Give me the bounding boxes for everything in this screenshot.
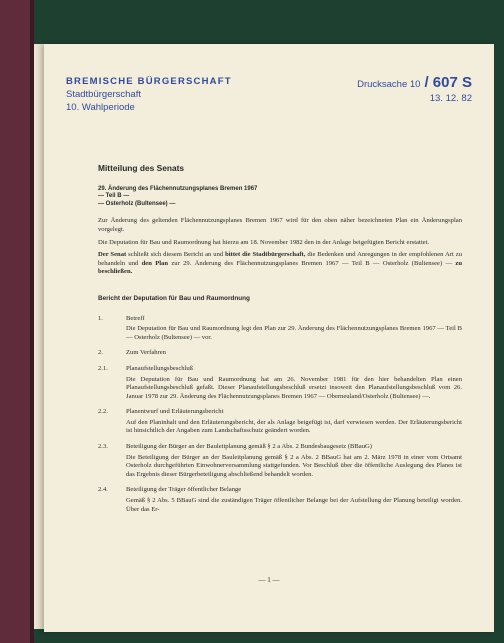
report-section (98, 349, 462, 358)
senate-request-paragraph: Der Senat schließt sich diesem Bericht an und bittet die Stadtbürgerschaft, die Bedenken und Anregungen in der empfohlenen Art zu behandeln und den Plan zur 29. Änderung des Flächennutzungsplanes Bremen 1967 — Teil B — Osterholz (Bultensee) — zu beschließen. (98, 251, 462, 276)
report-section (98, 408, 462, 436)
drucksache-label: Drucksache 10 (357, 79, 421, 90)
section-number: 2.2. (98, 408, 108, 416)
subject-line: — Osterholz (Bultensee) — (98, 200, 176, 207)
section-number: 2.1. (98, 364, 108, 372)
section-title: Planaufstellungsbeschluß (126, 364, 194, 372)
section-body: Die Deputation für Bau und Raumordnung hat am 26. November 1981 für den hier behandelten Plan einen Planaufstellungsbeschluß gefaßt. Dieser Planaufstellungsbeschluß ersetzt insoweit den Planaufstellungsbeschluß vom 26. Januar 1978 zur 29. Änderung des Flächennutzungsplanes Bremen 1967 — Oberneuland/Osterholz (Bultensee) —. (126, 375, 462, 400)
drucksache-number: / 607 S (424, 74, 472, 91)
section-number: 2.4. (98, 486, 108, 494)
intro-paragraph: Zur Änderung des geltenden Flächennutzungsplanes Bremen 1967 wird für den oben näher bezeichneten Plan ein Änderungsplan vorgelegt. (98, 217, 462, 233)
section-number: 1. (98, 314, 103, 322)
report-section (98, 486, 462, 514)
report-title: Bericht der Deputation für Bau und Raumordnung (98, 294, 250, 302)
section-body: Die Beteiligung der Bürger an der Bauleitplanung gemäß § 2 a Abs. 2 BBauG hat am 2. März 1978 in einer vom Ortsamt Osterholz durchgeführten Einwohnerversammlung stattgefunden. Vor Beschluß über die öffentliche Auslegung des Planes ist das Ergebnis dieser Bürgerbeteiligung abschließend behandelt worden. (126, 453, 462, 478)
document-body (98, 164, 462, 521)
subject-line: — Teil B — (98, 193, 130, 200)
binder-spine (0, 0, 30, 643)
section-body: Gemäß § 2 Abs. 5 BBauG sind die zuständigen Träger öffentlicher Belange bei der Aufstellung der Planung beteiligt worden. Über das Er- (126, 497, 462, 513)
document-reference (357, 74, 472, 104)
legislative-period: 10. Wahlperiode (66, 102, 135, 113)
subject-block (98, 186, 462, 209)
document-title: Mitteilung des Senats (98, 163, 185, 173)
section-title: Betreff (126, 314, 145, 322)
report-section (98, 443, 462, 479)
section-title: Planentwurf und Erläuterungsbericht (126, 408, 224, 416)
report-section (98, 365, 462, 401)
intro-paragraph: Die Deputation für Bau und Raumordnung hat hierzu am 18. November 1982 den in der Anlage beigefügten Bericht erstattet. (98, 238, 430, 246)
section-body: Die Deputation für Bau und Raumordnung legt den Plan zur 29. Änderung des Flächennutzungsplanes Bremen 1967 — Teil B — Osterholz (Bultensee) — vor. (126, 325, 462, 341)
section-title: Zum Verfahren (126, 349, 166, 357)
subject-line: 29. Änderung des Flächennutzungsplanes Bremen 1967 (98, 185, 258, 192)
letterhead (66, 76, 232, 113)
section-number: 2.3. (98, 443, 108, 451)
section-title: Beteiligung der Träger öffentlicher Belange (126, 486, 242, 494)
report-section (98, 315, 462, 343)
document-page (44, 44, 494, 632)
section-title: Beteiligung der Bürger an der Bauleitplanung gemäß § 2 a Abs. 2 Bundesbaugesetz (BBauG) (126, 443, 372, 451)
page-number: — 1 — (258, 576, 280, 584)
org-name: BREMISCHE BÜRGERSCHAFT (66, 76, 232, 87)
chamber-name: Stadtbürgerschaft (66, 89, 141, 100)
document-date: 13. 12. 82 (429, 93, 472, 104)
section-body: Auf den Planinhalt und den Erläuterungsbericht, der als Anlage beigefügt ist, darf verwiesen werden. Der Erläuterungsbericht ist hinsichtlich der Angaben zum Landschaftsschutz geändert worden. (126, 418, 462, 435)
section-number: 2. (98, 349, 103, 357)
